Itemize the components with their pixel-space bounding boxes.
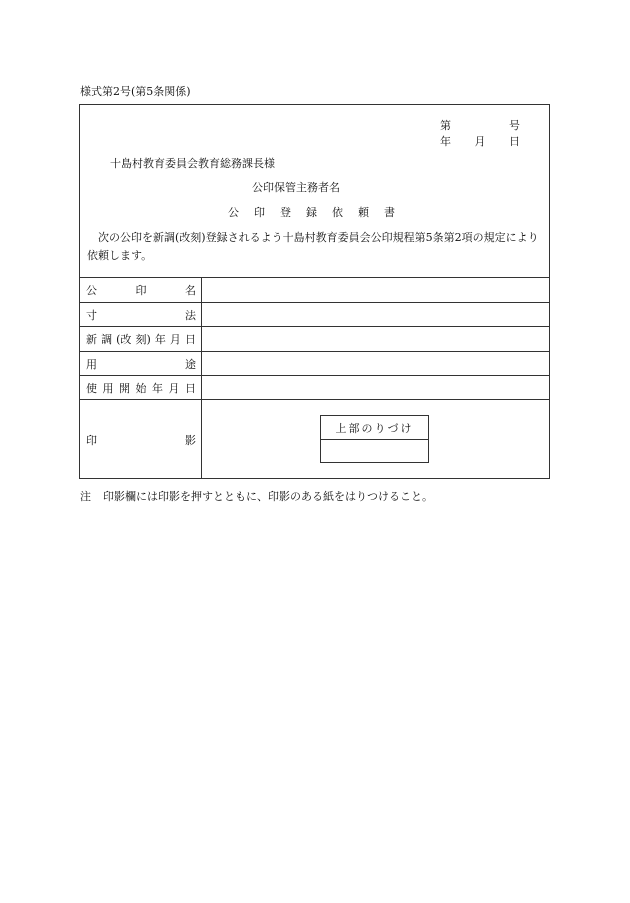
seal-impression-box — [320, 415, 429, 463]
form-number-label: 様式第2号(第5条関係) — [80, 85, 191, 98]
footnote — [80, 488, 433, 504]
row-label-size: 寸 法 — [86, 309, 196, 322]
table-column-rule — [201, 277, 202, 478]
addressee: 十島村教育委員会教育総務課長様 — [110, 157, 275, 170]
day-label: 日 — [509, 135, 520, 148]
number-prefix: 第 — [440, 119, 451, 132]
row-label-purpose: 用 途 — [86, 358, 196, 371]
row-label-new-date: 新 調 (改 刻) 年 月 日 — [86, 333, 196, 346]
document-number-line — [440, 117, 520, 133]
year-label: 年 — [440, 135, 451, 148]
row-label-start-date: 使 用 開 始 年 月 日 — [86, 382, 196, 395]
date-line — [440, 133, 520, 149]
note-text: 印影欄には印影を押すとともに、印影のある紙をはりつけること。 — [103, 490, 433, 503]
request-form-frame — [79, 104, 550, 479]
request-body-text: 次の公印を新調(改刻)登録されるよう十島村教育委員会公印規程第5条第2項の規定により依頼します。 — [87, 231, 539, 262]
document-title: 公印登録依頼書 — [228, 206, 410, 219]
glue-top-label: 上部のりづけ — [321, 416, 428, 440]
row-label-seal-impression: 印 影 — [86, 433, 196, 447]
number-suffix: 号 — [509, 119, 520, 132]
row-label-seal-name: 公 印 名 — [86, 284, 196, 297]
note-mark: 注 — [80, 490, 91, 503]
manager-name-label: 公印保管主務者名 — [252, 181, 340, 194]
month-label: 月 — [474, 135, 486, 148]
